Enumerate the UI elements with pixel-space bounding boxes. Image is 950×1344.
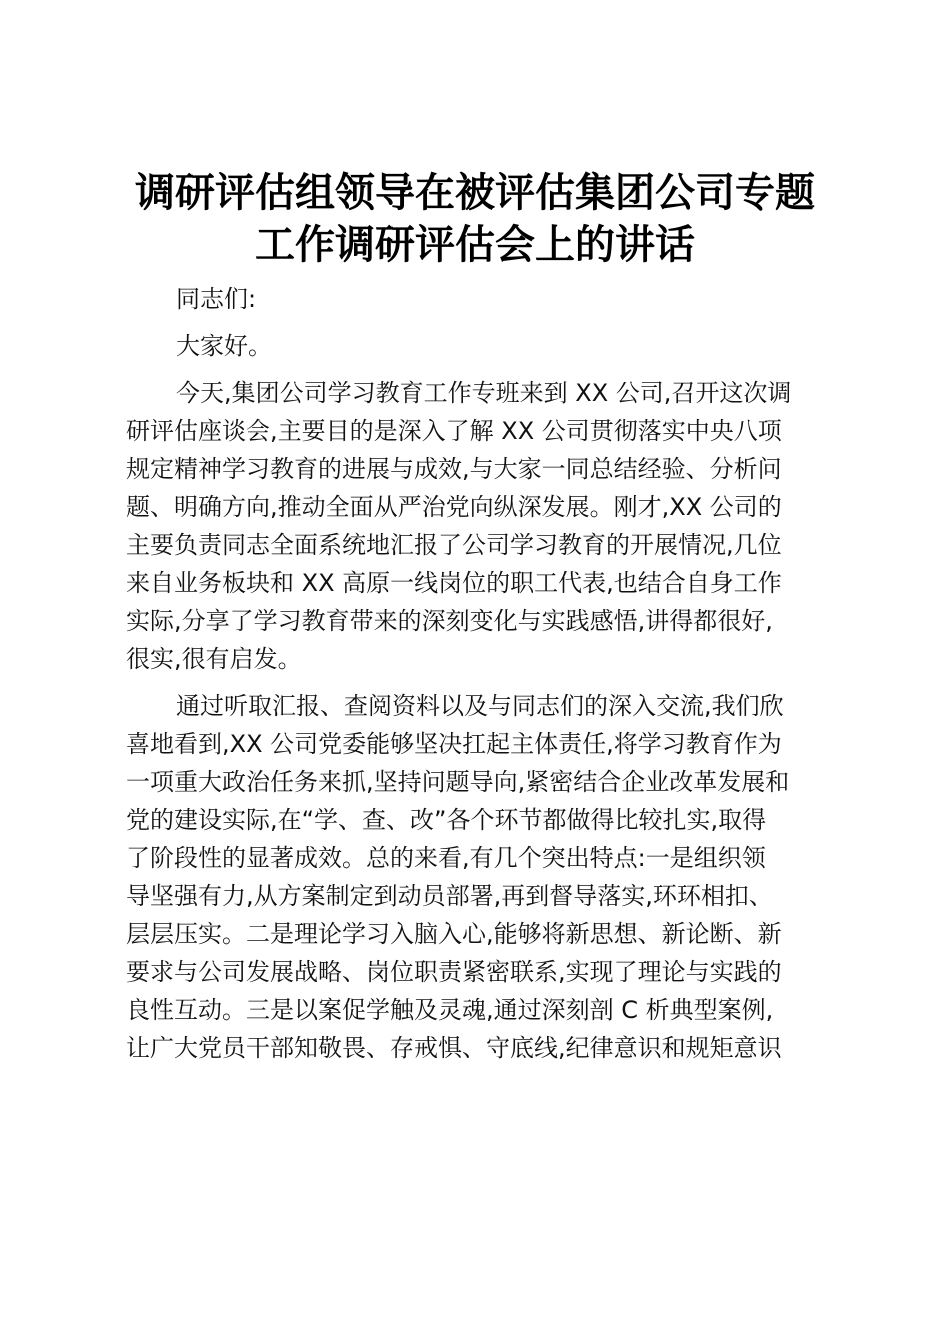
text-line: 通过听取汇报、查阅资料以及与同志们的深入交流,我们欣 (176, 692, 784, 720)
document-title (120, 167, 830, 271)
text-line: 党的建设实际,在“学、查、改”各个环节都做得比较扎实,取得 (126, 806, 767, 834)
text-line: 实际,分享了学习教育带来的深刻变化与实践感悟,讲得都很好, (126, 607, 773, 635)
text-line: 今天,集团公司学习教育工作专班来到 XX 公司,召开这次调 (176, 379, 792, 407)
text-line: 良性互动。三是以案促学触及灵魂,通过深刻剖 C 析典型案例, (126, 996, 774, 1024)
text-line: 题、明确方向,推动全面从严治党向纵深发展。刚才,XX 公司的 (126, 493, 782, 521)
text-line: 了阶段性的显著成效。总的来看,有几个突出特点:一是组织领 (126, 844, 766, 872)
text-line: 要求与公司发展战略、岗位职责紧密联系,实现了理论与实践的 (126, 958, 782, 986)
text-line: 导坚强有力,从方案制定到动员部署,再到督导落实,环环相扣、 (126, 882, 773, 910)
title-line-1: 调研评估组领导在被评估集团公司专题 (135, 170, 815, 216)
text-line: 很实,很有启发。 (126, 645, 302, 673)
document-body (126, 280, 832, 1067)
text-line: 让广大党员干部知敬畏、存戒惧、守底线,纪律意识和规矩意识 (126, 1034, 782, 1062)
text-line: 同志们: (176, 285, 257, 313)
text-line: 来自业务板块和 XX 高原一线岗位的职工代表,也结合自身工作 (126, 569, 782, 597)
text-line: 层层压实。二是理论学习入脑入心,能够将新思想、新论断、新 (126, 920, 782, 948)
text-line: 一项重大政治任务来抓,坚持问题导向,紧密结合企业改革发展和 (126, 768, 790, 796)
text-line: 规定精神学习教育的进展与成效,与大家一同总结经验、分析问 (126, 455, 782, 483)
text-line: 主要负责同志全面系统地汇报了公司学习教育的开展情况,几位 (126, 531, 782, 559)
text-line: 研评估座谈会,主要目的是深入了解 XX 公司贯彻落实中央八项 (126, 417, 782, 445)
text-line: 喜地看到,XX 公司党委能够坚决扛起主体责任,将学习教育作为 (126, 730, 782, 758)
title-line-2: 工作调研评估会上的讲话 (255, 222, 695, 268)
text-line: 大家好。 (176, 332, 272, 360)
